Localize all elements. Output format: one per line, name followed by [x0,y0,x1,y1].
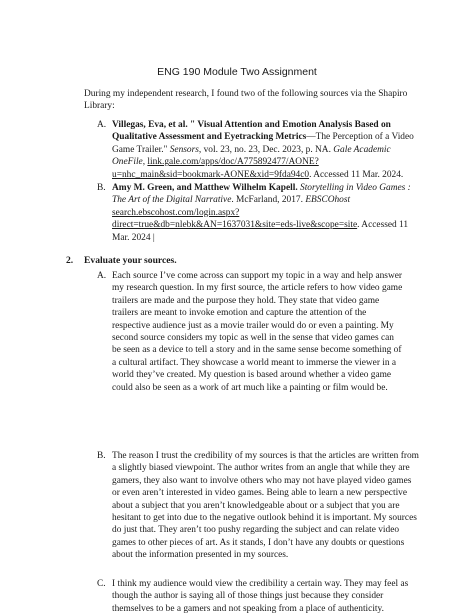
section-2-heading: Evaluate your sources. [84,255,177,266]
source-b-link-cont[interactable]: direct=true&db=nlebk&AN=1637031&site=eds-live&scope=site [112,220,358,231]
source-citation-b: Amy M. Green, and Matthew Wilhelm Kapell. Storytelling in Video Games : The Art of the Digital Narrative. McFarland, 2017. EBSCOhost search.ebscohost.com/login.aspx? direct=true&db=nlebk&AN=1637031&site=eds-live&scope=site. Accessed 11 Mar. 2024 | [112,183,411,243]
intro-paragraph: During my independent research, I found two of the following sources via the Shapiro Library: [84,89,408,112]
section-2-number: 2. [66,255,74,266]
list-marker-b: B. [97,183,106,193]
list-marker-2b: B. [97,451,106,461]
source-a-link[interactable]: link.gale.com/apps/doc/A775892477/AONE? [147,157,319,168]
source-a-link-cont[interactable]: u=nhc_main&sid=bookmark-AONE&xid=9fda94c0 [112,169,310,180]
source-citation-a: Villegas, Eva, et al. " Visual Attention and Emotion Analysis Based on Qualitative Assessment and Eyetracking Metrics—The Perception of a Video Game Trailer." Sensors, vol. 23, no. 23, Dec. 2023, p. NA. Gale Academic OneFile, link.gale.com/apps/doc/A775892477/AONE? u=nhc_main&sid=bookmark-AONE&xid=9fda94c0. Accessed 11 Mar. 2024. [112,120,414,180]
section-2-answer-a: Each source I’ve come across can support my topic in a way and help answer my research question. In my first source, the article refers to how video game trailers are made and the purpose they hold. They state that video game trailers are meant to invoke emotion and capture the attention of the respective audience just as a movie trailer would do or even a painting. My second source considers my topic as well in the sense that video games can be seen as a device to tell a story and in the same sense become something of a cultural artifact. They showcase a world meant to immerse the viewer in a world they’ve created. My question is based around whether a video game could also be seen as a work of art much like a painting or film would be. [112,271,403,393]
section-2-answer-c: I think my audience would view the credibility a certain way. They may feel as though the author is saying all of those things just because they consider themselves to be a gamers and not speaking from a place of authenticity. [112,579,409,614]
document-title: ENG 190 Module Two Assignment [157,66,317,78]
list-marker-a: A. [97,120,107,130]
section-2-answer-b: The reason I trust the credibility of my sources is that the articles are written from a slightly biased viewpoint. The author writes from an angle that while they are gamers, they also want to involve others who may not have played video games or even aren’t interested in video games. Being able to learn a new perspective about a subject that you aren’t knowledgeable about or a subject that you are hesitant to get into due to the negative outlook behind it is important. My sources do just that. They aren’t too pushy regarding the subject and can relate video games to other pieces of art. As it stands, I don’t have any doubts or questions about the information presented in my sources. [112,451,419,561]
list-marker-2a: A. [97,271,107,281]
source-b-link[interactable]: search.ebscohost.com/login.aspx? [112,207,240,218]
list-marker-2c: C. [97,579,106,589]
